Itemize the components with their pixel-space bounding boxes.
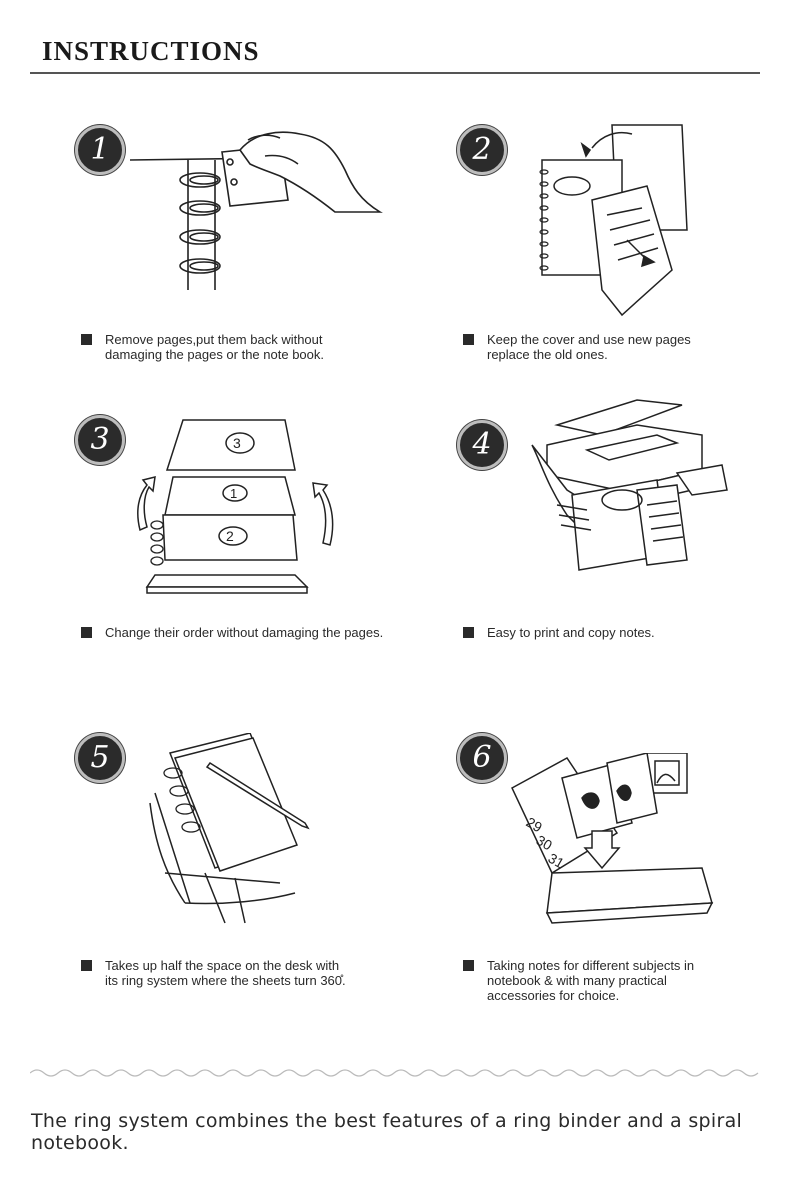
step-caption [81,625,411,640]
step-number-badge: 2 [457,125,507,175]
step-3 [75,415,435,695]
step-2 [457,125,790,405]
footer-text: The ring system combines the best features of a ring binder and a spiral notebook. [31,1110,743,1154]
step-caption-text: Keep the cover and use new pages replace the old ones. [487,332,691,362]
step-1 [75,125,435,405]
step-caption-text: Change their order without damaging the pages. [105,625,384,640]
reorder-pages-illustration [125,415,385,600]
step-number-badge: 6 [457,733,507,783]
step-caption [463,958,763,1003]
printer-copy-illustration [527,395,737,585]
step-number-badge: 1 [75,125,125,175]
step-number-badge: 5 [75,733,125,783]
step-caption [463,332,763,362]
step-6 [457,733,790,1013]
step-caption [81,332,381,362]
ring-binder-remove-page-illustration [130,120,410,295]
bullet-square [463,334,474,345]
notebook-replace-pages-illustration [532,120,702,320]
page-label: 3 [233,435,241,451]
step-caption-text: Taking notes for different subjects in notebook & with many practical accessories for choice. [487,958,695,1003]
calendar-number: 31 [545,849,567,872]
bullet-square [463,627,474,638]
wavy-divider [30,1066,760,1080]
step-4 [457,420,790,700]
step-5 [75,733,435,1013]
page-label: 2 [226,528,234,544]
step-caption [463,625,763,640]
step-caption-text: Takes up half the space on the desk with its ring system where the sheets turn 360̊. [105,958,346,988]
step-caption [81,958,381,988]
notebook-with-pen-illustration [145,733,325,933]
bullet-square [81,627,92,638]
step-caption-text: Easy to print and copy notes. [487,625,655,640]
calendar-number: 30 [533,831,555,854]
calendar-number: 29 [523,813,545,836]
step-number-badge: 3 [75,415,125,465]
step-caption-text: Remove pages,put them back without damaging the pages or the note book. [105,332,324,362]
notebook-accessories-illustration [507,753,727,933]
bullet-square [81,334,92,345]
bullet-square [463,960,474,971]
title-divider [30,72,760,74]
page-title: INSTRUCTIONS [42,36,260,66]
step-number-badge: 4 [457,420,507,470]
bullet-square [81,960,92,971]
page-label: 1 [230,486,238,501]
